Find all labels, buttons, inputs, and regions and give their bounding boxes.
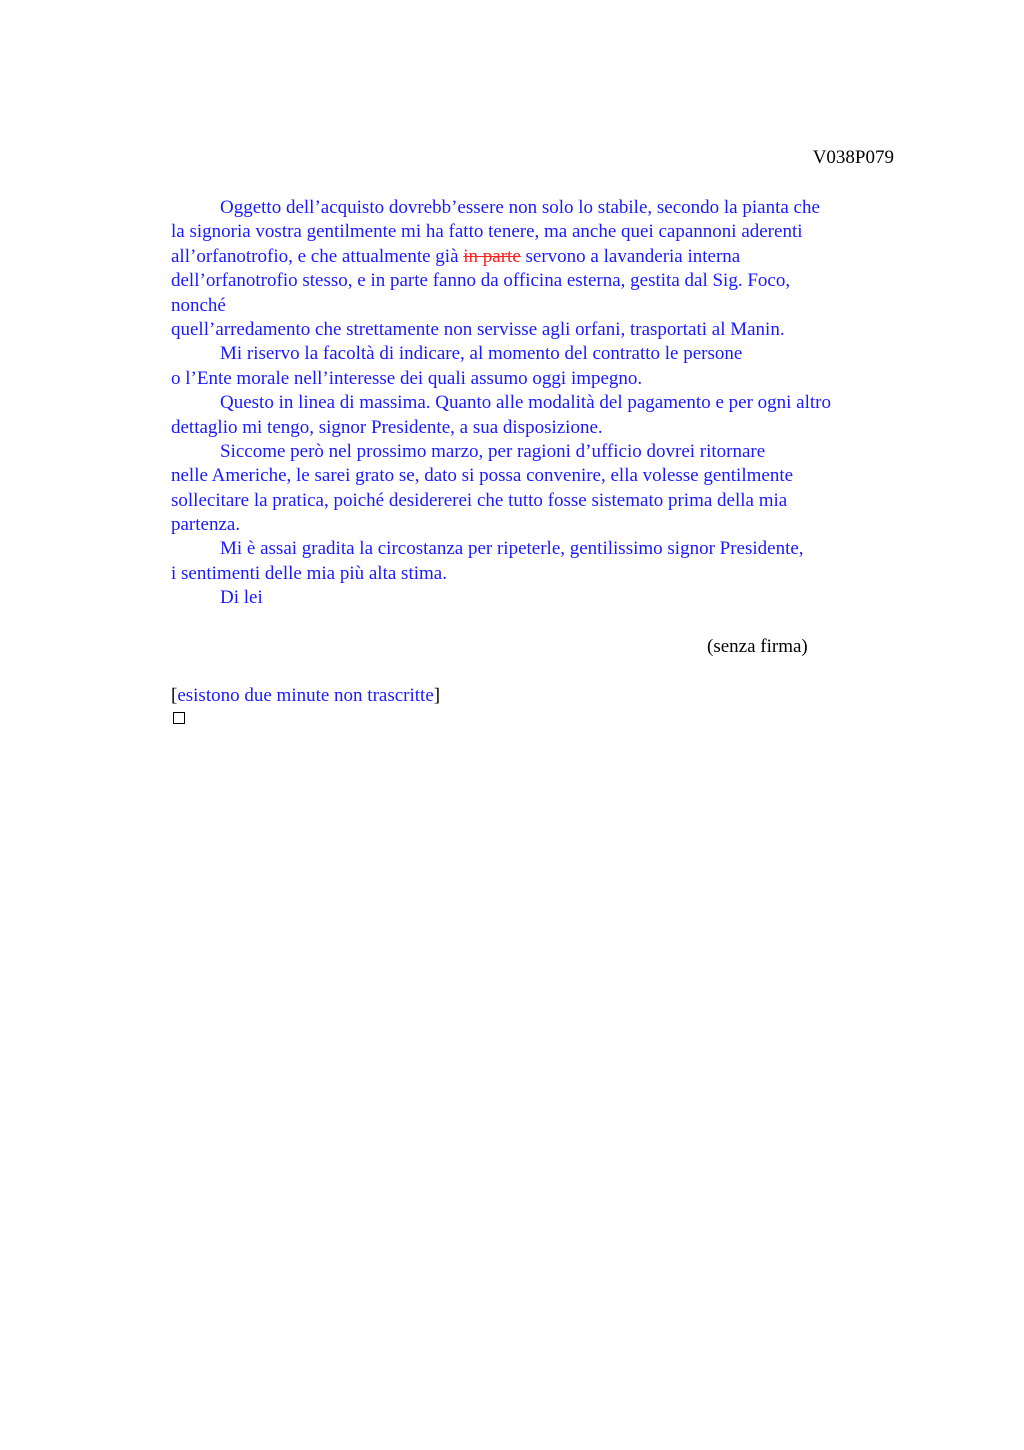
paragraph-line: Mi è assai gradita la circostanza per ripeterle, gentilissimo signor Presidente,: [220, 538, 804, 560]
closing-line: Di lei: [220, 587, 263, 609]
paragraph-line: dettaglio mi tengo, signor Presidente, a sua disposizione.: [171, 416, 603, 438]
paragraph-line: la signoria vostra gentilmente mi ha fatto tenere, ma anche quei capannoni aderenti: [171, 221, 803, 243]
page-reference: V038P079: [812, 147, 894, 168]
paragraph-line: nelle Americhe, le sarei grato se, dato si possa convenire, ella volesse gentilmente: [171, 465, 794, 487]
letter-body: [171, 196, 901, 611]
struck-text: in parte: [463, 245, 521, 267]
line-text-before: all’orfanotrofio, e che attualmente già: [171, 245, 464, 267]
note-open-bracket: [: [171, 685, 178, 706]
paragraph-line: sollecitare la pratica, poiché desidererei che tutto fosse sistemato prima della mia: [171, 489, 788, 511]
paragraph-line: nonché: [171, 294, 226, 316]
paragraph-line: Oggetto dell’acquisto dovrebb’essere non solo lo stabile, secondo la pianta che: [220, 197, 820, 218]
paragraph-line: i sentimenti delle mia più alta stima.: [171, 562, 447, 584]
paragraph-line: Mi riservo la facoltà di indicare, al momento del contratto le persone: [220, 343, 743, 365]
note-text: esistono due minute non trascritte: [177, 685, 434, 706]
paragraph-line-with-deletion: [171, 245, 901, 269]
paragraph-line: quell’arredamento che strettamente non servisse agli orfani, trasportati al Manin.: [171, 318, 785, 340]
editorial-note: [171, 685, 440, 707]
empty-box-symbol: [173, 712, 185, 724]
signature-note: (senza firma): [707, 636, 808, 657]
line-text-after: servono a lavanderia interna: [520, 245, 741, 267]
paragraph-line: Questo in linea di massima. Quanto alle modalità del pagamento e per ogni altro: [220, 392, 831, 414]
note-close-bracket: ]: [433, 685, 441, 706]
paragraph-line: partenza.: [171, 514, 241, 536]
paragraph-line: dell’orfanotrofio stesso, e in parte fanno da officina esterna, gestita dal Sig. Foco,: [171, 270, 791, 292]
paragraph-line: Siccome però nel prossimo marzo, per ragioni d’ufficio dovrei ritornare: [220, 440, 766, 462]
paragraph-line: o l’Ente morale nell’interesse dei quali assumo oggi impegno.: [171, 367, 643, 389]
